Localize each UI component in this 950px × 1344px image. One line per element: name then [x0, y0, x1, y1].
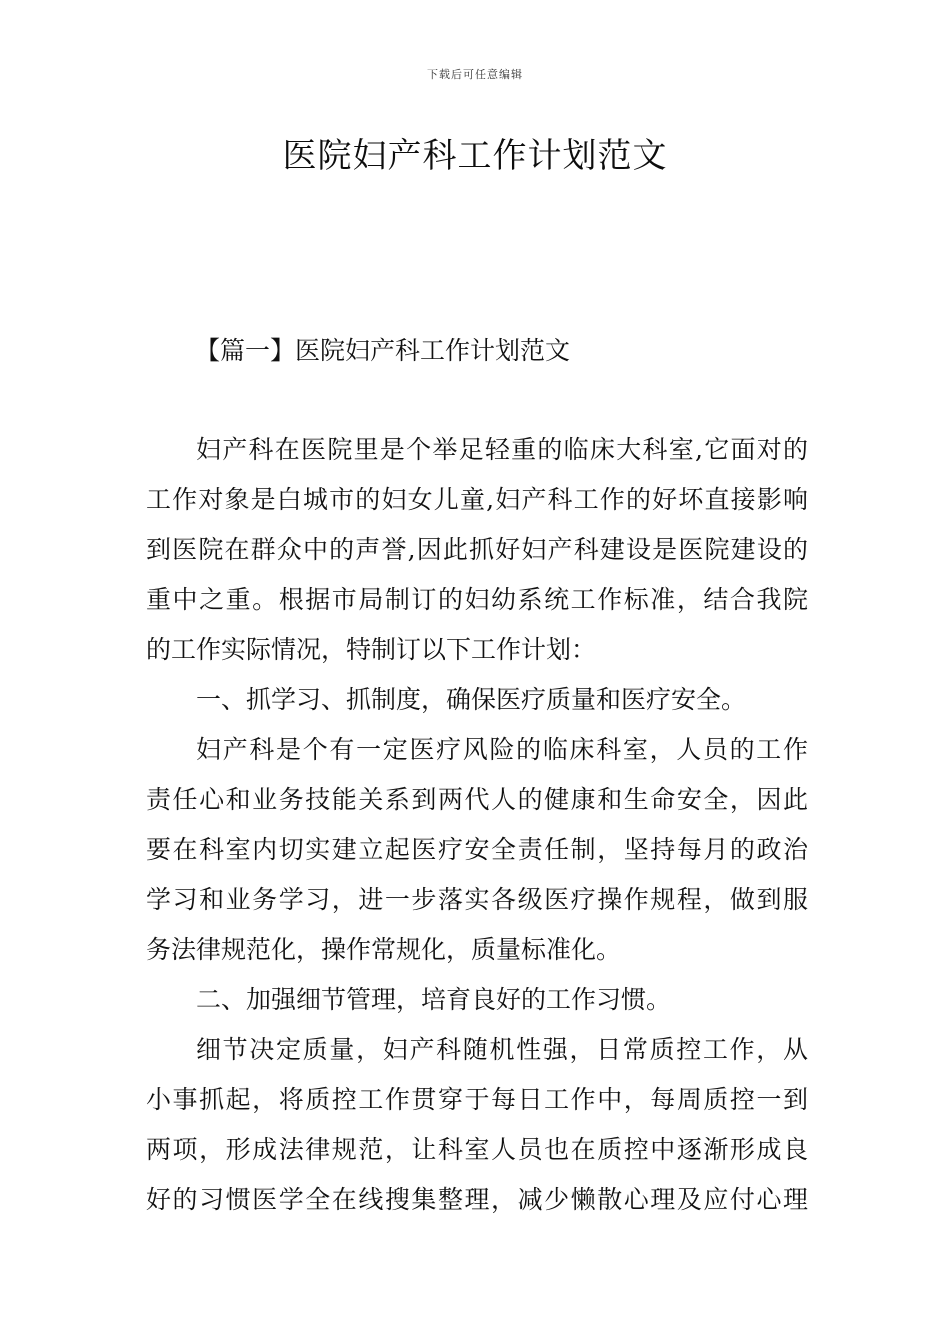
text-line: 责任心和业务技能关系到两代人的健康和生命安全，因此 — [146, 785, 808, 814]
text-line: 一、抓学习、抓制度，确保医疗质量和医疗安全。 — [196, 685, 747, 714]
text-line: 要在科室内切实建立起医疗安全责任制，坚持每月的政治 — [146, 835, 808, 864]
text-line: 的工作实际情况，特制订以下工作计划： — [146, 635, 597, 664]
text-line: 学习和业务学习，进一步落实各级医疗操作规程，做到服 — [146, 885, 808, 914]
header-note: 下载后可任意编辑 — [427, 68, 523, 81]
text-line: 小事抓起，将质控工作贯穿于每日工作中，每周质控一到 — [146, 1085, 808, 1114]
text-line: 细节决定质量，妇产科随机性强，日常质控工作，从 — [196, 1035, 808, 1064]
document-title: 医院妇产科工作计划范文 — [282, 136, 668, 176]
text-line: 妇产科在医院里是个举足轻重的临床大科室,它面对的 — [196, 435, 808, 464]
text-line: 工作对象是白城市的妇女儿童,妇产科工作的好坏直接影响 — [146, 485, 808, 514]
text-line: 重中之重。根据市局制订的妇幼系统工作标准，结合我院 — [146, 585, 808, 614]
section-heading: 【篇一】医院妇产科工作计划范文 — [195, 336, 571, 365]
text-line: 妇产科是个有一定医疗风险的临床科室，人员的工作 — [196, 735, 808, 764]
text-line: 两项，形成法律规范，让科室人员也在质控中逐渐形成良 — [146, 1135, 808, 1164]
text-line: 好的习惯医学全在线搜集整理，减少懒散心理及应付心理 — [146, 1185, 808, 1214]
text-line: 到医院在群众中的声誉,因此抓好妇产科建设是医院建设的 — [146, 535, 808, 564]
text-line: 务法律规范化，操作常规化，质量标准化。 — [146, 935, 622, 964]
text-line: 二、加强细节管理，培育良好的工作习惯。 — [196, 985, 672, 1014]
body-text — [146, 425, 808, 1225]
